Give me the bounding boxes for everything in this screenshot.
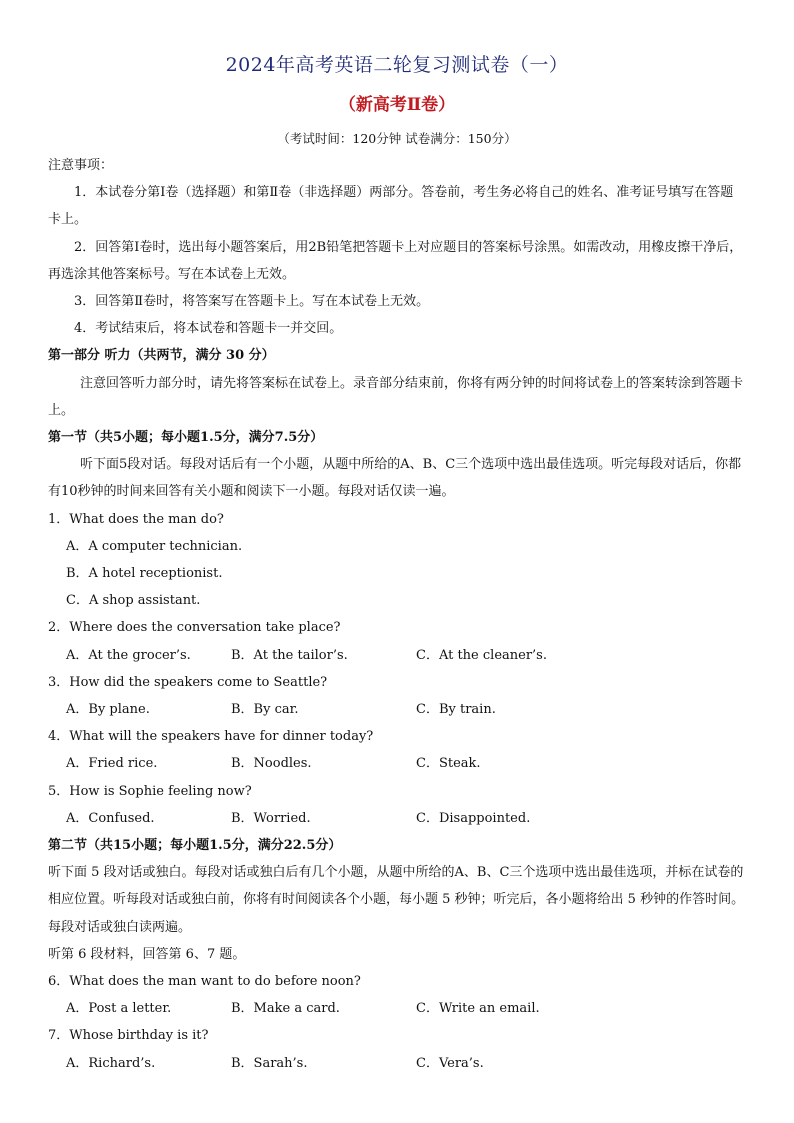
question-7: 7．Whose birthday is it? bbox=[48, 1028, 209, 1044]
section1-heading: 第一节（共5小题；每小题1.5分，满分7.5分） bbox=[48, 430, 324, 446]
question-4-option-b: B．Noodles. bbox=[231, 756, 312, 772]
question-6-option-c: C．Write an email. bbox=[416, 1001, 540, 1017]
question-2-options bbox=[48, 642, 746, 669]
question-7-option-a: A．Richard’s. bbox=[66, 1055, 156, 1071]
question-3-option-a: A．By plane. bbox=[66, 702, 150, 718]
question-6-option-a: A．Post a letter. bbox=[66, 1001, 172, 1017]
question-5-option-b: B．Worried. bbox=[231, 810, 311, 826]
question-6-options bbox=[48, 995, 746, 1022]
question-3-options bbox=[48, 696, 746, 723]
exam-body bbox=[48, 152, 746, 1077]
exam-info: （考试时间：120分钟 试卷满分：150分） bbox=[277, 131, 517, 146]
question-7-option-b: B．Sarah’s. bbox=[231, 1055, 308, 1071]
question-1-option-c: C．A shop assistant. bbox=[66, 593, 201, 609]
question-2: 2．Where does the conversation take place? bbox=[48, 620, 341, 636]
note-item-4: 4．考试结束后，将本试卷和答题卡一并交回。 bbox=[74, 321, 343, 337]
notes-heading: 注意事项： bbox=[48, 158, 114, 173]
question-5-option-c: C．Disappointed. bbox=[416, 810, 531, 826]
question-2-option-c: C．At the cleaner’s. bbox=[416, 647, 547, 663]
question-1-option-b: B．A hotel receptionist. bbox=[66, 566, 223, 582]
part1-heading: 第一部分 听力（共两节，满分 30 分） bbox=[48, 348, 275, 364]
page-subtitle: （新高考Ⅱ卷） bbox=[338, 95, 456, 115]
question-7-option-c: C．Vera’s. bbox=[416, 1055, 484, 1071]
question-2-option-b: B．At the tailor’s. bbox=[231, 647, 348, 663]
question-5-options bbox=[48, 805, 746, 832]
note-item-3: 3．回答第Ⅱ卷时，将答案写在答题卡上。写在本试卷上无效。 bbox=[74, 294, 430, 310]
question-3-option-b: B．By car. bbox=[231, 702, 299, 718]
note-item-1: 1．本试卷分第Ⅰ卷（选择题）和第Ⅱ卷（非选择题）两部分。答卷前，考生务必将自己的姓名、准考证号填写在答题卡上。 bbox=[48, 185, 734, 228]
question-6-option-b: B．Make a card. bbox=[231, 1001, 340, 1017]
question-5-option-a: A．Confused. bbox=[66, 810, 155, 826]
part1-intro: 注意回答听力部分时，请先将答案标在试卷上。录音部分结束前，你将有两分钟的时间将试卷上的答案转涂到答题卡上。 bbox=[48, 375, 744, 418]
question-3-option-c: C．By train. bbox=[416, 702, 496, 718]
question-3: 3．How did the speakers come to Seattle? bbox=[48, 674, 328, 690]
section2-heading: 第二节（共15小题；每小题1.5分，满分22.5分） bbox=[48, 838, 342, 854]
question-4-option-c: C．Steak. bbox=[416, 756, 481, 772]
section2-intro: 听下面 5 段对话或独白。每段对话或独白后有几个小题，从题中所给的A、B、C三个选项中选出最佳选项，并标在试卷的相应位置。听每段对话或独白前，你将有时间阅读各个小题，每小题 5 秒钟；听完后，各小题将给出 5 秒钟的作答时间。每段对话或独白读两遍。 bbox=[48, 865, 745, 935]
question-4-options bbox=[48, 750, 746, 777]
question-4: 4．What will the speakers have for dinner today? bbox=[48, 729, 374, 745]
section1-intro: 听下面5段对话。每段对话后有一个小题，从题中所给的A、B、C三个选项中选出最佳选项。听完每段对话后，你都有10秒钟的时间来回答有关小题和阅读下一小题。每段对话仅读一遍。 bbox=[48, 457, 742, 500]
question-4-option-a: A．Fried rice. bbox=[66, 756, 158, 772]
question-1: 1．What does the man do? bbox=[48, 511, 224, 527]
question-7-options bbox=[48, 1050, 746, 1077]
question-6: 6．What does the man want to do before noon? bbox=[48, 974, 361, 990]
note-item-2: 2．回答第Ⅰ卷时，选出每小题答案后，用2B铅笔把答题卡上对应题目的答案标号涂黑。如需改动，用橡皮擦干净后，再选涂其他答案标号。写在本试卷上无效。 bbox=[48, 239, 743, 282]
question-5: 5．How is Sophie feeling now? bbox=[48, 783, 252, 799]
question-1-option-a: A．A computer technician. bbox=[66, 538, 243, 554]
material-6-instruction: 听第 6 段材料，回答第 6、7 题。 bbox=[48, 946, 246, 962]
page-title: 2024年高考英语二轮复习测试卷（一） bbox=[225, 54, 569, 76]
question-2-option-a: A．At the grocer’s. bbox=[66, 647, 191, 663]
